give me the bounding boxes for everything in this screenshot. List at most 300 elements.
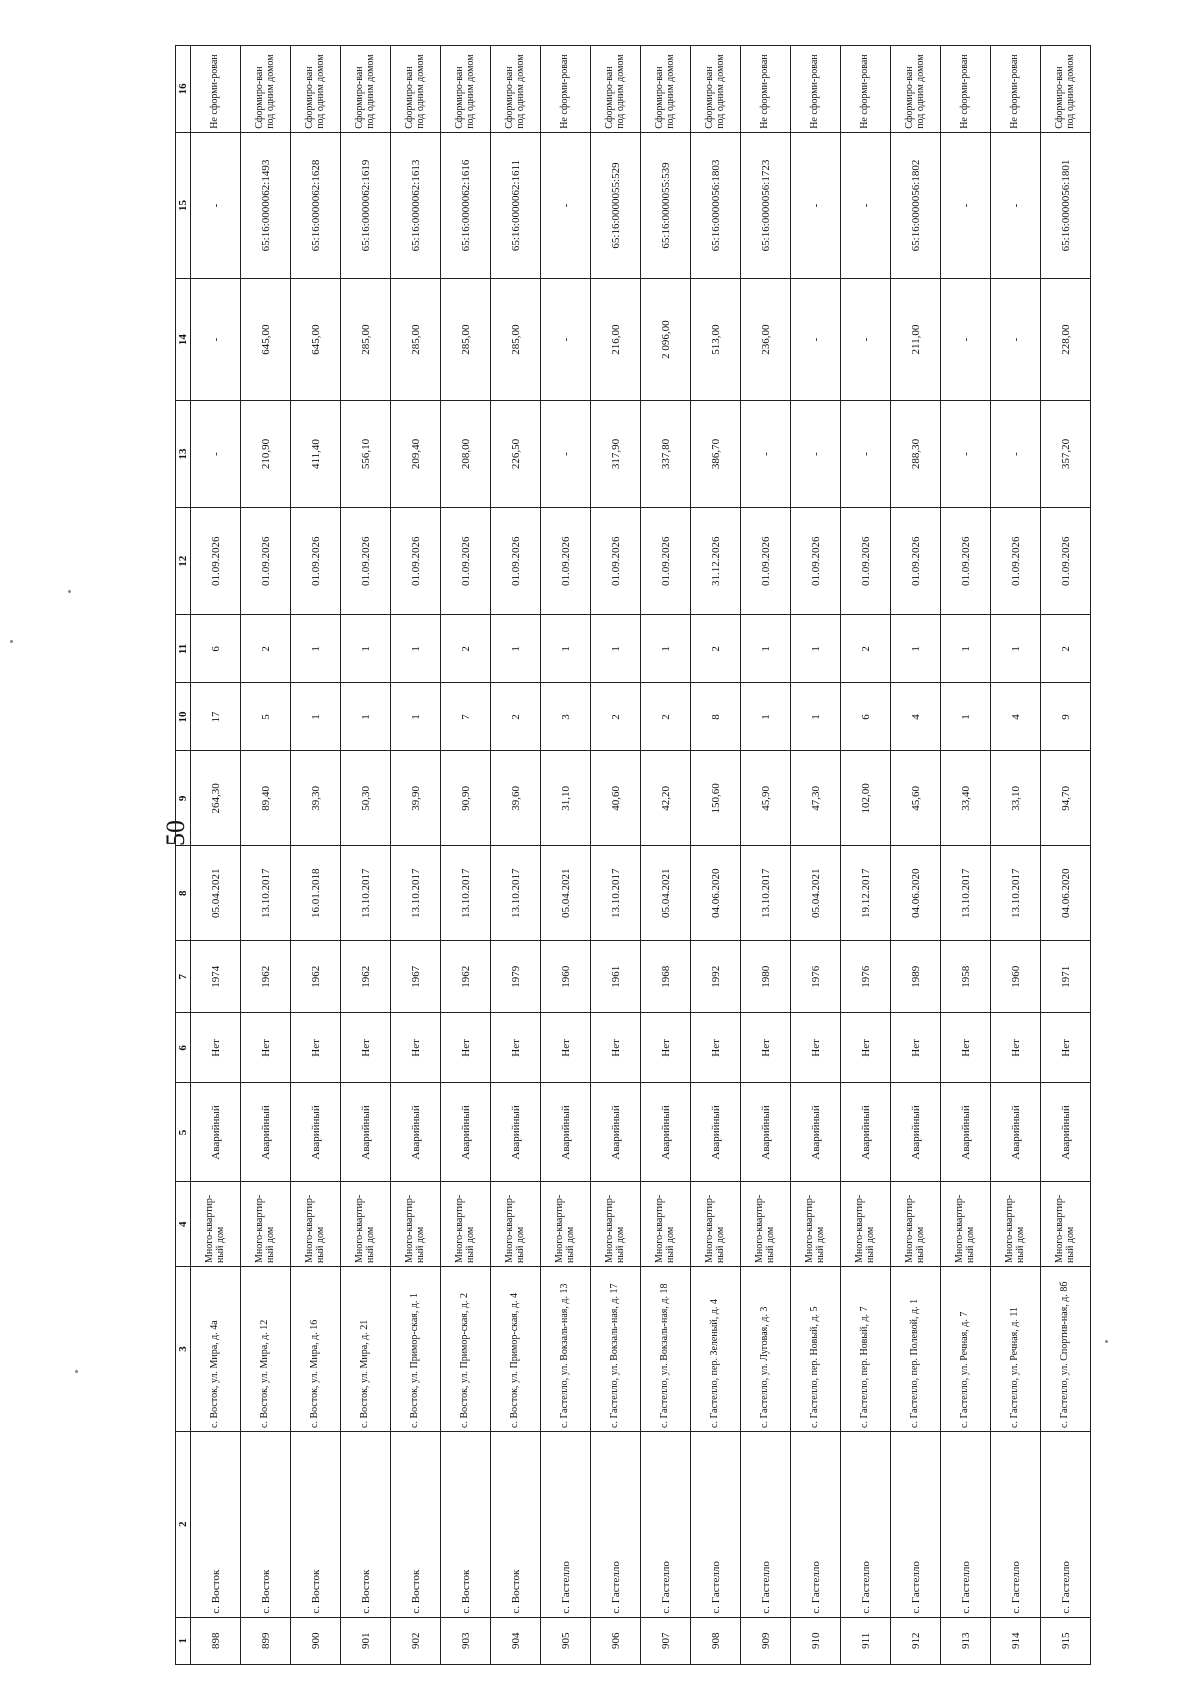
settlement-cell: с. Гастелло <box>791 1431 841 1617</box>
land-plot-status-cell: Сформиро-ван под одним домом <box>491 46 541 133</box>
year-built-cell: 1968 <box>641 941 691 1013</box>
building-type-cell: Много-квартир-ный дом <box>491 1182 541 1267</box>
recognition-date-cell: 13.10.2017 <box>441 846 491 941</box>
address-cell: с. Гастелло, ул. Вокзаль-ная, д. 18 <box>641 1266 691 1431</box>
col13-cell: 209,40 <box>391 400 441 507</box>
scan-speck <box>1105 1340 1108 1343</box>
recognition-date-cell: 13.10.2017 <box>741 846 791 941</box>
cadastral-number-cell: 65:16:0000062:1616 <box>441 132 491 278</box>
row-number: 906 <box>591 1617 641 1664</box>
building-type-cell: Много-квартир-ный дом <box>741 1182 791 1267</box>
row-number: 900 <box>291 1617 341 1664</box>
col6-cell: Нет <box>491 1013 541 1083</box>
land-plot-status-cell: Не сформи-рован <box>991 46 1041 133</box>
land-plot-status-cell: Сформиро-ван под одним домом <box>691 46 741 133</box>
land-plot-status-cell: Сформиро-ван под одним домом <box>241 46 291 133</box>
column-number-6: 6 <box>176 1013 191 1083</box>
col13-cell: - <box>841 400 891 507</box>
settlement-cell: с. Гастелло <box>691 1431 741 1617</box>
area-cell: 39,30 <box>291 751 341 846</box>
building-type-cell: Много-квартир-ный дом <box>591 1182 641 1267</box>
column-number-3: 3 <box>176 1266 191 1431</box>
column-number-10: 10 <box>176 683 191 751</box>
resettlement-deadline-cell: 01.09.2026 <box>491 508 541 615</box>
page-number: 50 <box>161 820 190 846</box>
year-built-cell: 1960 <box>991 941 1041 1013</box>
condition-cell: Аварийный <box>541 1083 591 1182</box>
settlement-cell: с. Гастелло <box>741 1431 791 1617</box>
condition-cell: Аварийный <box>1041 1083 1091 1182</box>
building-type-cell: Много-квартир-ный дом <box>241 1182 291 1267</box>
land-plot-status-cell: Сформиро-ван под одним домом <box>591 46 641 133</box>
land-area-cell: 645,00 <box>291 279 341 401</box>
table-body <box>191 46 1091 1665</box>
col13-cell: 357,20 <box>1041 400 1091 507</box>
recognition-date-cell: 05.04.2021 <box>541 846 591 941</box>
recognition-date-cell: 04.06.2020 <box>891 846 941 941</box>
col6-cell: Нет <box>541 1013 591 1083</box>
settlement-cell: с. Восток <box>191 1431 241 1617</box>
residents-cell: 4 <box>991 683 1041 751</box>
scan-speck <box>10 640 13 643</box>
row-number: 915 <box>1041 1617 1091 1664</box>
col6-cell: Нет <box>741 1013 791 1083</box>
col11-cell: 6 <box>191 615 241 683</box>
residents-cell: 5 <box>241 683 291 751</box>
row-number: 901 <box>341 1617 391 1664</box>
col11-cell: 1 <box>541 615 591 683</box>
recognition-date-cell: 04.06.2020 <box>1041 846 1091 941</box>
column-number-13: 13 <box>176 400 191 507</box>
row-number: 904 <box>491 1617 541 1664</box>
condition-cell: Аварийный <box>991 1083 1041 1182</box>
recognition-date-cell: 13.10.2017 <box>341 846 391 941</box>
column-number-8: 8 <box>176 846 191 941</box>
recognition-date-cell: 13.10.2017 <box>391 846 441 941</box>
resettlement-deadline-cell: 01.09.2026 <box>591 508 641 615</box>
land-area-cell: - <box>191 279 241 401</box>
table-row <box>191 46 241 1665</box>
area-cell: 42,20 <box>641 751 691 846</box>
address-cell: с. Восток, ул. Мира, д. 4а <box>191 1266 241 1431</box>
condition-cell: Аварийный <box>291 1083 341 1182</box>
building-type-cell: Много-квартир-ный дом <box>641 1182 691 1267</box>
residents-cell: 2 <box>641 683 691 751</box>
land-plot-status-cell: Сформиро-ван под одним домом <box>441 46 491 133</box>
settlement-cell: с. Гастелло <box>641 1431 691 1617</box>
cadastral-number-cell: 65:16:0000062:1611 <box>491 132 541 278</box>
col11-cell: 1 <box>791 615 841 683</box>
area-cell: 50,30 <box>341 751 391 846</box>
address-cell: с. Гастелло, ул. Вокзаль-ная, д. 13 <box>541 1266 591 1431</box>
table-row <box>341 46 391 1665</box>
residents-cell: 6 <box>841 683 891 751</box>
table-row <box>541 46 591 1665</box>
resettlement-deadline-cell: 01.09.2026 <box>341 508 391 615</box>
row-number: 902 <box>391 1617 441 1664</box>
resettlement-deadline-cell: 01.09.2026 <box>791 508 841 615</box>
table-row <box>491 46 541 1665</box>
area-cell: 40,60 <box>591 751 641 846</box>
column-number-7: 7 <box>176 941 191 1013</box>
column-number-12: 12 <box>176 508 191 615</box>
year-built-cell: 1961 <box>591 941 641 1013</box>
scan-speck <box>68 590 71 593</box>
land-plot-status-cell: Не сформи-рован <box>791 46 841 133</box>
condition-cell: Аварийный <box>191 1083 241 1182</box>
building-type-cell: Много-квартир-ный дом <box>341 1182 391 1267</box>
residents-cell: 1 <box>791 683 841 751</box>
land-area-cell: 285,00 <box>341 279 391 401</box>
column-number-row <box>176 46 191 1665</box>
cadastral-number-cell: - <box>991 132 1041 278</box>
settlement-cell: с. Гастелло <box>1041 1431 1091 1617</box>
settlement-cell: с. Восток <box>391 1431 441 1617</box>
resettlement-deadline-cell: 01.09.2026 <box>541 508 591 615</box>
land-area-cell: 285,00 <box>441 279 491 401</box>
col13-cell: 317,90 <box>591 400 641 507</box>
col6-cell: Нет <box>391 1013 441 1083</box>
land-plot-status-cell: Сформиро-ван под одним домом <box>391 46 441 133</box>
year-built-cell: 1980 <box>741 941 791 1013</box>
col11-cell: 2 <box>241 615 291 683</box>
col13-cell: - <box>541 400 591 507</box>
col11-cell: 1 <box>341 615 391 683</box>
address-cell: с. Восток, ул. Мира, д. 12 <box>241 1266 291 1431</box>
condition-cell: Аварийный <box>691 1083 741 1182</box>
building-type-cell: Много-квартир-ный дом <box>1041 1182 1091 1267</box>
year-built-cell: 1976 <box>841 941 891 1013</box>
land-area-cell: 285,00 <box>491 279 541 401</box>
land-plot-status-cell: Сформиро-ван под одним домом <box>291 46 341 133</box>
cadastral-number-cell: - <box>841 132 891 278</box>
resettlement-deadline-cell: 01.09.2026 <box>391 508 441 615</box>
condition-cell: Аварийный <box>791 1083 841 1182</box>
condition-cell: Аварийный <box>891 1083 941 1182</box>
cadastral-number-cell: 65:16:0000056:1802 <box>891 132 941 278</box>
building-type-cell: Много-квартир-ный дом <box>841 1182 891 1267</box>
column-number-15: 15 <box>176 132 191 278</box>
cadastral-number-cell: 65:16:0000062:1628 <box>291 132 341 278</box>
col6-cell: Нет <box>891 1013 941 1083</box>
year-built-cell: 1979 <box>491 941 541 1013</box>
table-row <box>391 46 441 1665</box>
column-number-5: 5 <box>176 1083 191 1182</box>
cadastral-number-cell: 65:16:0000056:1723 <box>741 132 791 278</box>
col6-cell: Нет <box>591 1013 641 1083</box>
building-type-cell: Много-квартир-ный дом <box>441 1182 491 1267</box>
cadastral-number-cell: - <box>791 132 841 278</box>
resettlement-deadline-cell: 01.09.2026 <box>191 508 241 615</box>
recognition-date-cell: 04.06.2020 <box>691 846 741 941</box>
col6-cell: Нет <box>291 1013 341 1083</box>
land-area-cell: - <box>991 279 1041 401</box>
settlement-cell: с. Гастелло <box>991 1431 1041 1617</box>
land-area-cell: - <box>791 279 841 401</box>
residents-cell: 7 <box>441 683 491 751</box>
condition-cell: Аварийный <box>341 1083 391 1182</box>
table-row <box>691 46 741 1665</box>
residents-cell: 1 <box>341 683 391 751</box>
column-number-2: 2 <box>176 1431 191 1617</box>
address-cell: с. Гастелло, ул. Речная, д. 7 <box>941 1266 991 1431</box>
column-number-4: 4 <box>176 1182 191 1267</box>
col13-cell: 226,50 <box>491 400 541 507</box>
col11-cell: 2 <box>691 615 741 683</box>
table-row <box>741 46 791 1665</box>
condition-cell: Аварийный <box>591 1083 641 1182</box>
land-area-cell: 228,00 <box>1041 279 1091 401</box>
area-cell: 47,30 <box>791 751 841 846</box>
column-number-14: 14 <box>176 279 191 401</box>
residents-cell: 1 <box>741 683 791 751</box>
table-row <box>441 46 491 1665</box>
area-cell: 31,10 <box>541 751 591 846</box>
resettlement-deadline-cell: 01.09.2026 <box>991 508 1041 615</box>
col13-cell: 210,90 <box>241 400 291 507</box>
col6-cell: Нет <box>341 1013 391 1083</box>
building-type-cell: Много-квартир-ный дом <box>991 1182 1041 1267</box>
land-area-cell: 211,00 <box>891 279 941 401</box>
address-cell: с. Гастелло, ул. Спортив-ная, д. 8б <box>1041 1266 1091 1431</box>
col11-cell: 1 <box>991 615 1041 683</box>
table-row <box>991 46 1041 1665</box>
land-area-cell: 645,00 <box>241 279 291 401</box>
building-type-cell: Много-квартир-ный дом <box>941 1182 991 1267</box>
land-plot-status-cell: Сформиро-ван под одним домом <box>891 46 941 133</box>
year-built-cell: 1971 <box>1041 941 1091 1013</box>
settlement-cell: с. Гастелло <box>891 1431 941 1617</box>
area-cell: 45,90 <box>741 751 791 846</box>
col13-cell: 556,10 <box>341 400 391 507</box>
column-number-1: 1 <box>176 1617 191 1664</box>
table-row <box>791 46 841 1665</box>
year-built-cell: 1962 <box>441 941 491 1013</box>
land-plot-status-cell: Сформиро-ван под одним домом <box>641 46 691 133</box>
row-number: 912 <box>891 1617 941 1664</box>
column-number-11: 11 <box>176 615 191 683</box>
condition-cell: Аварийный <box>241 1083 291 1182</box>
resettlement-deadline-cell: 01.09.2026 <box>741 508 791 615</box>
recognition-date-cell: 05.04.2021 <box>791 846 841 941</box>
col11-cell: 1 <box>391 615 441 683</box>
row-number: 905 <box>541 1617 591 1664</box>
col11-cell: 1 <box>591 615 641 683</box>
scan-speck <box>75 1370 78 1373</box>
col6-cell: Нет <box>791 1013 841 1083</box>
recognition-date-cell: 13.10.2017 <box>941 846 991 941</box>
cadastral-number-cell: 65:16:0000055:539 <box>641 132 691 278</box>
address-cell: с. Восток, ул. Примор-ская, д. 1 <box>391 1266 441 1431</box>
building-type-cell: Много-квартир-ный дом <box>391 1182 441 1267</box>
area-cell: 89,40 <box>241 751 291 846</box>
row-number: 909 <box>741 1617 791 1664</box>
cadastral-number-cell: - <box>541 132 591 278</box>
year-built-cell: 1967 <box>391 941 441 1013</box>
address-cell: с. Восток, ул. Примор-ская, д. 4 <box>491 1266 541 1431</box>
settlement-cell: с. Восток <box>241 1431 291 1617</box>
resettlement-deadline-cell: 01.09.2026 <box>641 508 691 615</box>
row-number: 907 <box>641 1617 691 1664</box>
col13-cell: - <box>941 400 991 507</box>
col11-cell: 2 <box>1041 615 1091 683</box>
address-cell: с. Гастелло, пер. Новый, д. 7 <box>841 1266 891 1431</box>
area-cell: 45,60 <box>891 751 941 846</box>
resettlement-deadline-cell: 31.12.2026 <box>691 508 741 615</box>
land-area-cell: 236,00 <box>741 279 791 401</box>
rotated-register-sheet <box>175 45 1075 1665</box>
land-plot-status-cell: Не сформи-рован <box>191 46 241 133</box>
cadastral-number-cell: - <box>941 132 991 278</box>
cadastral-number-cell: 65:16:0000062:1493 <box>241 132 291 278</box>
settlement-cell: с. Гастелло <box>841 1431 891 1617</box>
residents-cell: 2 <box>591 683 641 751</box>
address-cell: с. Гастелло, ул. Луговая, д. 3 <box>741 1266 791 1431</box>
settlement-cell: с. Восток <box>291 1431 341 1617</box>
land-plot-status-cell: Не сформи-рован <box>941 46 991 133</box>
row-number: 911 <box>841 1617 891 1664</box>
year-built-cell: 1960 <box>541 941 591 1013</box>
resettlement-deadline-cell: 01.09.2026 <box>291 508 341 615</box>
recognition-date-cell: 13.10.2017 <box>491 846 541 941</box>
row-number: 910 <box>791 1617 841 1664</box>
table-row <box>291 46 341 1665</box>
cadastral-number-cell: - <box>191 132 241 278</box>
col13-cell: - <box>791 400 841 507</box>
building-type-cell: Много-квартир-ный дом <box>291 1182 341 1267</box>
recognition-date-cell: 19.12.2017 <box>841 846 891 941</box>
building-type-cell: Много-квартир-ный дом <box>891 1182 941 1267</box>
address-cell: с. Гастелло, пер. Новый, д. 5 <box>791 1266 841 1431</box>
recognition-date-cell: 16.01.2018 <box>291 846 341 941</box>
col6-cell: Нет <box>191 1013 241 1083</box>
land-area-cell: 2 096,00 <box>641 279 691 401</box>
table-row <box>891 46 941 1665</box>
row-number: 914 <box>991 1617 1041 1664</box>
land-area-cell: 513,00 <box>691 279 741 401</box>
col13-cell: 411,40 <box>291 400 341 507</box>
col13-cell: - <box>741 400 791 507</box>
address-cell: с. Восток, ул. Мира, д. 16 <box>291 1266 341 1431</box>
residents-cell: 17 <box>191 683 241 751</box>
resettlement-deadline-cell: 01.09.2026 <box>441 508 491 615</box>
settlement-cell: с. Восток <box>491 1431 541 1617</box>
address-cell: с. Восток, ул. Примор-ская, д. 2 <box>441 1266 491 1431</box>
land-area-cell: - <box>541 279 591 401</box>
col11-cell: 1 <box>491 615 541 683</box>
col13-cell: 288,30 <box>891 400 941 507</box>
land-area-cell: 216,00 <box>591 279 641 401</box>
year-built-cell: 1962 <box>341 941 391 1013</box>
row-number: 903 <box>441 1617 491 1664</box>
condition-cell: Аварийный <box>391 1083 441 1182</box>
area-cell: 33,10 <box>991 751 1041 846</box>
recognition-date-cell: 13.10.2017 <box>991 846 1041 941</box>
cadastral-number-cell: 65:16:0000056:1801 <box>1041 132 1091 278</box>
column-number-9: 9 <box>176 751 191 846</box>
condition-cell: Аварийный <box>741 1083 791 1182</box>
land-plot-status-cell: Сформиро-ван под одним домом <box>341 46 391 133</box>
building-type-cell: Много-квартир-ный дом <box>541 1182 591 1267</box>
land-area-cell: - <box>941 279 991 401</box>
address-cell: с. Восток, ул. Мира, д. 21 <box>341 1266 391 1431</box>
settlement-cell: с. Гастелло <box>541 1431 591 1617</box>
area-cell: 90,90 <box>441 751 491 846</box>
year-built-cell: 1962 <box>291 941 341 1013</box>
row-number: 913 <box>941 1617 991 1664</box>
land-plot-status-cell: Не сформи-рован <box>541 46 591 133</box>
col11-cell: 2 <box>841 615 891 683</box>
row-number: 908 <box>691 1617 741 1664</box>
resettlement-deadline-cell: 01.09.2026 <box>1041 508 1091 615</box>
col11-cell: 1 <box>291 615 341 683</box>
settlement-cell: с. Восток <box>441 1431 491 1617</box>
year-built-cell: 1962 <box>241 941 291 1013</box>
residents-cell: 1 <box>941 683 991 751</box>
residents-cell: 9 <box>1041 683 1091 751</box>
recognition-date-cell: 05.04.2021 <box>191 846 241 941</box>
col11-cell: 2 <box>441 615 491 683</box>
cadastral-number-cell: 65:16:0000062:1619 <box>341 132 391 278</box>
col6-cell: Нет <box>441 1013 491 1083</box>
year-built-cell: 1974 <box>191 941 241 1013</box>
col13-cell: - <box>991 400 1041 507</box>
address-cell: с. Гастелло, пер. Полевой, д. 1 <box>891 1266 941 1431</box>
land-area-cell: - <box>841 279 891 401</box>
settlement-cell: с. Гастелло <box>591 1431 641 1617</box>
residents-cell: 1 <box>391 683 441 751</box>
row-number: 898 <box>191 1617 241 1664</box>
land-area-cell: 285,00 <box>391 279 441 401</box>
year-built-cell: 1992 <box>691 941 741 1013</box>
address-cell: с. Гастелло, ул. Вокзаль-ная, д. 17 <box>591 1266 641 1431</box>
col6-cell: Нет <box>841 1013 891 1083</box>
table-row <box>1041 46 1091 1665</box>
column-number-16: 16 <box>176 46 191 133</box>
col13-cell: 337,80 <box>641 400 691 507</box>
condition-cell: Аварийный <box>841 1083 891 1182</box>
col13-cell: 208,00 <box>441 400 491 507</box>
condition-cell: Аварийный <box>941 1083 991 1182</box>
resettlement-deadline-cell: 01.09.2026 <box>841 508 891 615</box>
col13-cell: - <box>191 400 241 507</box>
year-built-cell: 1958 <box>941 941 991 1013</box>
area-cell: 39,90 <box>391 751 441 846</box>
area-cell: 264,30 <box>191 751 241 846</box>
area-cell: 39,60 <box>491 751 541 846</box>
area-cell: 102,00 <box>841 751 891 846</box>
condition-cell: Аварийный <box>441 1083 491 1182</box>
col11-cell: 1 <box>941 615 991 683</box>
housing-register-table <box>175 45 1091 1665</box>
condition-cell: Аварийный <box>491 1083 541 1182</box>
address-cell: с. Гастелло, пер. Зеленый, д. 4 <box>691 1266 741 1431</box>
col11-cell: 1 <box>891 615 941 683</box>
cadastral-number-cell: 65:16:0000056:1803 <box>691 132 741 278</box>
address-cell: с. Гастелло, ул. Речная, д. 11 <box>991 1266 1041 1431</box>
col11-cell: 1 <box>741 615 791 683</box>
col6-cell: Нет <box>941 1013 991 1083</box>
building-type-cell: Много-квартир-ный дом <box>191 1182 241 1267</box>
residents-cell: 3 <box>541 683 591 751</box>
year-built-cell: 1976 <box>791 941 841 1013</box>
col6-cell: Нет <box>641 1013 691 1083</box>
resettlement-deadline-cell: 01.09.2026 <box>941 508 991 615</box>
residents-cell: 2 <box>491 683 541 751</box>
col6-cell: Нет <box>691 1013 741 1083</box>
land-plot-status-cell: Не сформи-рован <box>841 46 891 133</box>
table-row <box>241 46 291 1665</box>
